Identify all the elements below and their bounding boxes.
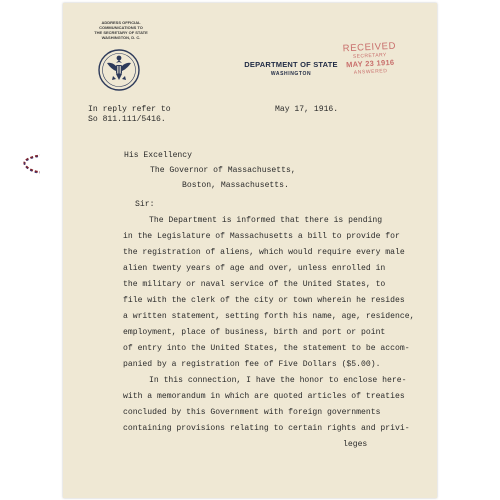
received-stamp (336, 41, 404, 76)
stamp-received: RECEIVED (342, 40, 397, 55)
addressee-title: His Excellency (124, 151, 192, 160)
salutation: Sir: (135, 200, 155, 209)
department-city: WASHINGTON (270, 71, 312, 77)
stamp-date: MAY 23 1916 (345, 57, 395, 70)
body-line: The Department is informed that there is pending (149, 216, 383, 225)
body-line: the registration of aliens, which would require every male (123, 248, 405, 257)
body-line: concluded by this Government with foreign governments (123, 408, 381, 417)
addressee-location: Boston, Massachusetts. (182, 181, 289, 190)
stamp-answered: ANSWERED (353, 68, 388, 76)
reference-line-1: In reply refer to (88, 105, 171, 114)
address-note (85, 20, 157, 40)
body-line: employment, place of business, birth and port or point (123, 328, 386, 337)
body-line: of entry into the United States, the statement to be accom- (123, 344, 410, 353)
address-note-line-3: WASHINGTON, D. C. (101, 35, 141, 40)
reference-line-2: So 811.111/5416. (88, 115, 166, 124)
body-line: In this connection, I have the honor to enclose here- (149, 376, 407, 385)
address-note-line-2: THE SECRETARY OF STATE (94, 30, 148, 35)
great-seal-icon (98, 49, 140, 91)
letter-date: May 17, 1916. (275, 105, 339, 114)
body-line: leges (343, 440, 368, 449)
body-line: the military or naval service of the United States, to (123, 280, 386, 289)
binding-string-icon (0, 152, 40, 192)
body-line: alien twenty years of age and over, unless enrolled in (123, 264, 386, 273)
stamp-secretary: SECRETARY (352, 52, 387, 60)
body-line: in the Legislature of Massachusetts a bill to provide for (123, 232, 400, 241)
body-line: a written statement, setting forth his name, age, residence, (123, 312, 415, 321)
body-line: file with the clerk of the city or town wherein he resides (123, 296, 405, 305)
addressee-name: The Governor of Massachusetts, (150, 166, 296, 175)
letter-page (63, 3, 437, 498)
department-title: DEPARTMENT OF STATE (244, 60, 338, 69)
body-line: with a memorandum in which are quoted articles of treaties (123, 392, 405, 401)
address-note-line-1: ADDRESS OFFICIAL COMMUNICATIONS TO (99, 20, 143, 30)
body-line: containing provisions relating to certain rights and privi- (123, 424, 410, 433)
body-line: panied by a registration fee of Five Dollars ($5.00). (123, 360, 381, 369)
